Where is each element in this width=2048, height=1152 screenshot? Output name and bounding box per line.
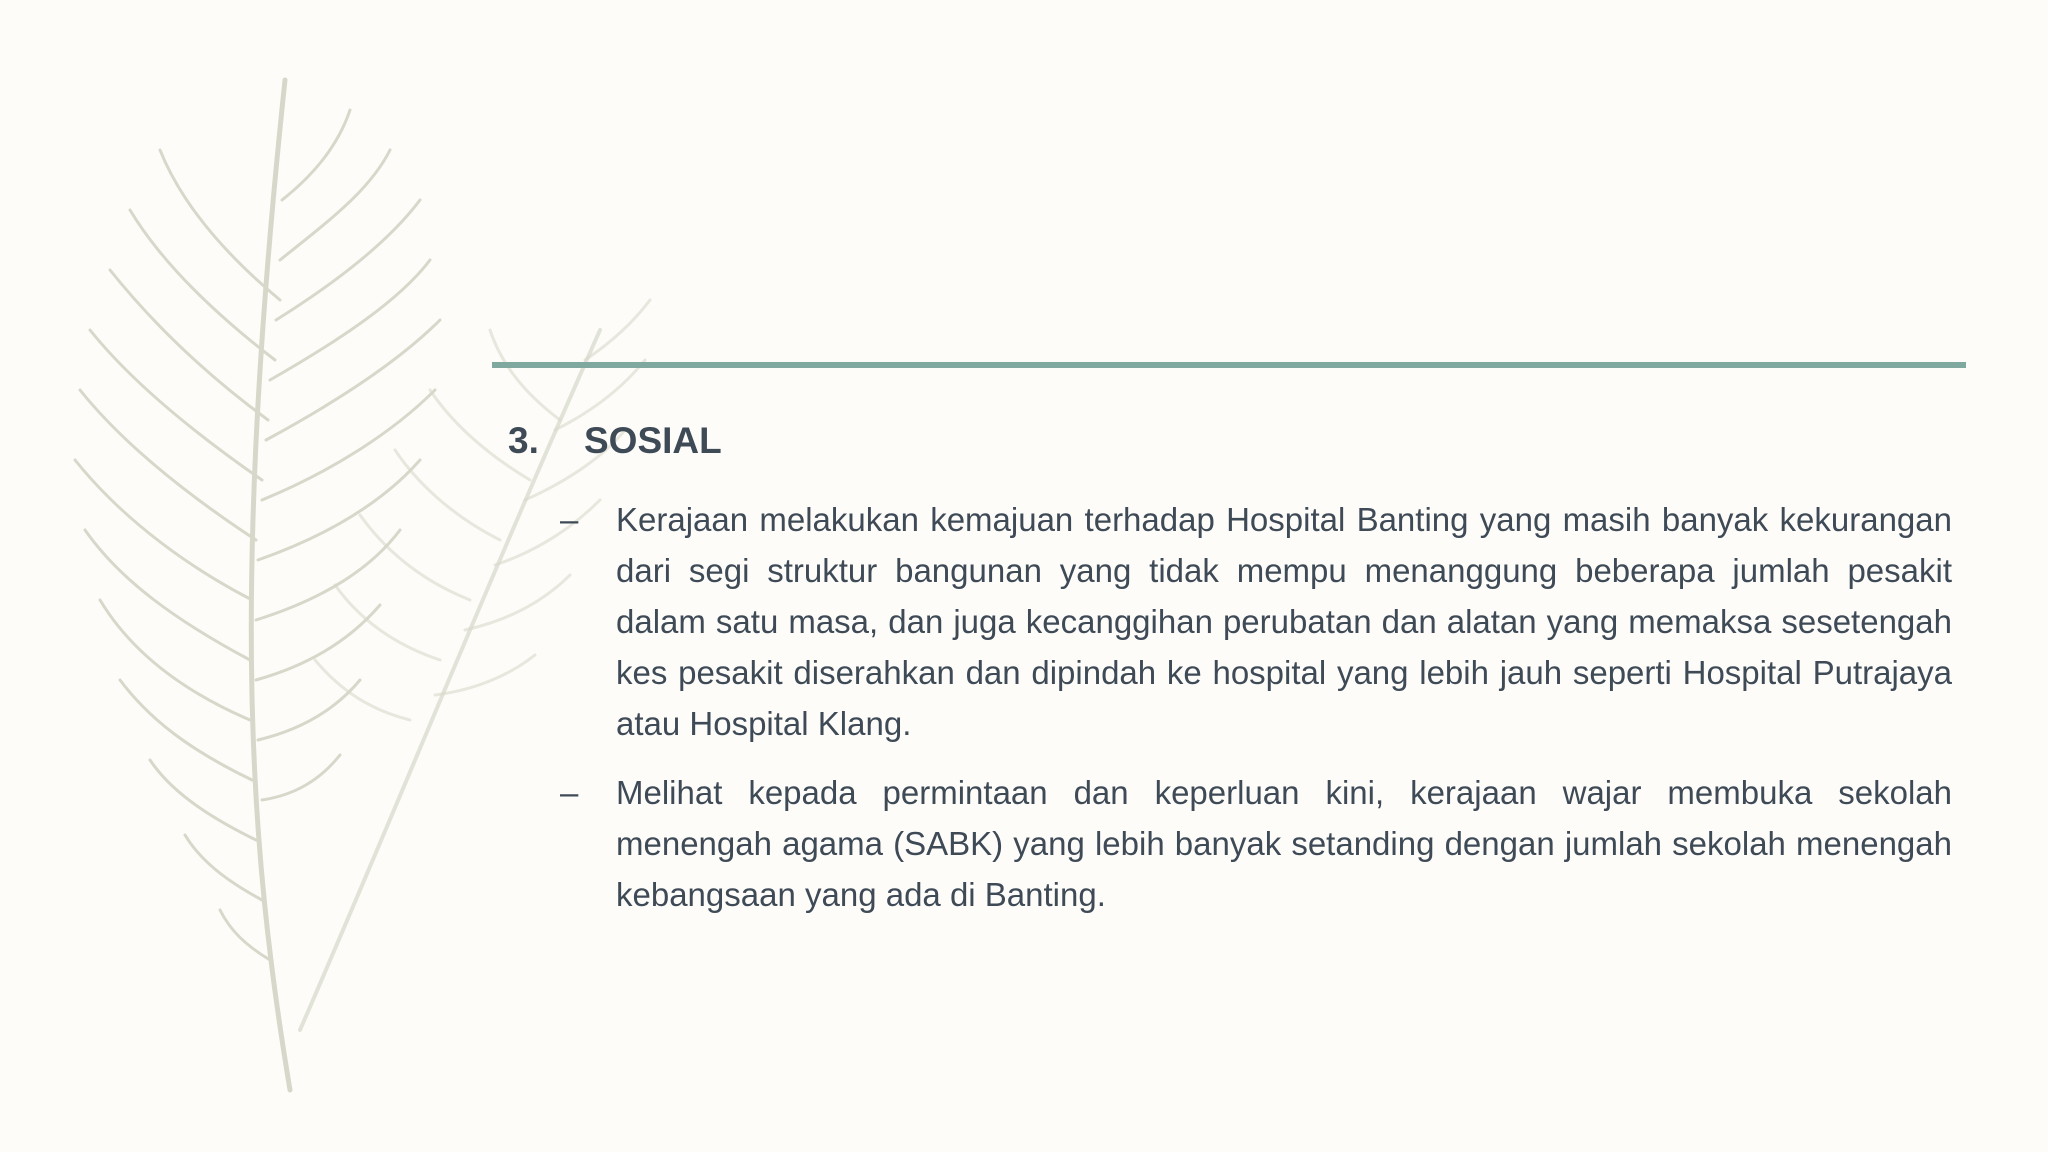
list-item xyxy=(560,494,1952,749)
accent-divider xyxy=(492,362,1966,368)
section-title: SOSIAL xyxy=(584,420,722,461)
bullet-list xyxy=(560,494,1952,938)
bullet-text: Kerajaan melakukan kemajuan terhadap Hospital Banting yang masih banyak kekurangan dari segi struktur bangunan yang tidak mempu menanggung beberapa jumlah pesakit dalam satu masa, dan juga kecanggihan perubatan dan alatan yang memaksa sesetengah kes pesakit diserahkan dan dipindah ke hospital yang lebih jauh seperti Hospital Putrajaya atau Hospital Klang. xyxy=(616,501,1952,742)
dash-marker: – xyxy=(560,501,579,538)
list-item xyxy=(560,767,1952,920)
bullet-text: Melihat kepada permintaan dan keperluan kini, kerajaan wajar membuka sekolah menengah agama (SABK) yang lebih banyak setanding dengan jumlah sekolah menengah kebangsaan yang ada di Banting. xyxy=(616,774,1952,913)
dash-marker: – xyxy=(560,774,579,811)
section-heading xyxy=(508,420,722,462)
section-number: 3. xyxy=(508,420,539,461)
